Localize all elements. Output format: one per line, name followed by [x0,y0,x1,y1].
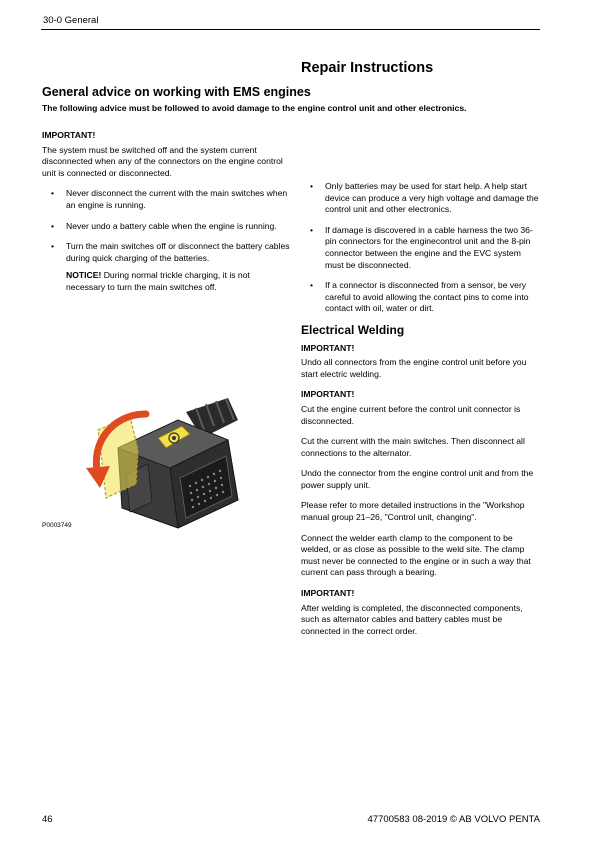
list-item: • Never disconnect the current with the main switches when an engine is running. [51,188,288,210]
list-item: • Only batteries may be used for start help. A help start device can produce a very high voltage and damage the control unit and other electronics. [310,181,539,215]
connector-illustration [78,390,278,530]
important-label: IMPORTANT! [301,389,355,400]
welding-heading: Electrical Welding [301,322,405,337]
notice-note [42,270,290,293]
intro-text: The following advice must be followed to avoid damage to the engine control unit and other electronics. [42,103,467,113]
paragraph: Cut the current with the main switches. Then disconnect all connections to the alternator. [301,436,525,458]
list-item: • Turn the main switches off or disconnect the battery cables during quick charging of the batteries. [51,241,290,263]
list-item: • If damage is discovered in a cable harness the two 36-pin connectors for the enginecontrol unit and the 8-pin connector between the engine and the EVC system must be disconnected. [310,224,533,270]
paragraph: Connect the welder earth clamp to the component to be welded, or as close as possible to the weld site. The clamp must never be connected to the engine or in such a way that current can pass through a bearing. [301,532,531,578]
notice-text: During normal trickle charging, it is not necessary to turn the main switches off. [66,270,250,292]
list-item: • Never undo a battery cable when the engine is running. [51,220,277,231]
important-text: The system must be switched off and the system current disconnected when any of the connectors on the engine control unit is connected or disconnected. [42,144,283,178]
paragraph: Please refer to more detailed instructions in the "Workshop manual group 21–26, "Control unit, changing". [301,500,525,523]
page-title: Repair Instructions [301,60,434,76]
important-text: Undo all connectors from the engine control unit before you start electric welding. [301,357,527,379]
important-label: IMPORTANT! [301,588,355,599]
notice-label: NOTICE! [66,270,102,281]
header-rule [41,29,540,30]
important-text: Cut the engine current before the control unit connector is disconnected. [301,403,521,426]
section-title: General advice on working with EMS engines [42,85,311,99]
running-header: 30-0 General [43,15,99,26]
right-bullet-list [301,181,541,315]
right-column [301,181,541,646]
document-id: 47700583 08-2019 © AB VOLVO PENTA [367,814,540,825]
important-label: IMPORTANT! [301,342,355,353]
left-bullet-list [42,188,290,264]
list-item: • If a connector is disconnected from a sensor, be very careful to avoid allowing the contact pins to come into contact with oil, water or dirt. [310,280,529,314]
figure-code: P0003749 [42,522,72,529]
important-label: IMPORTANT! [42,130,96,140]
paragraph: Undo the connector from the engine control unit and from the power supply unit. [301,468,534,490]
important-text: After welding is completed, the disconnected components, such as alternator cables and battery cables must be connected in the correct order. [301,602,523,636]
left-column [42,130,290,294]
page-number: 46 [42,814,53,825]
